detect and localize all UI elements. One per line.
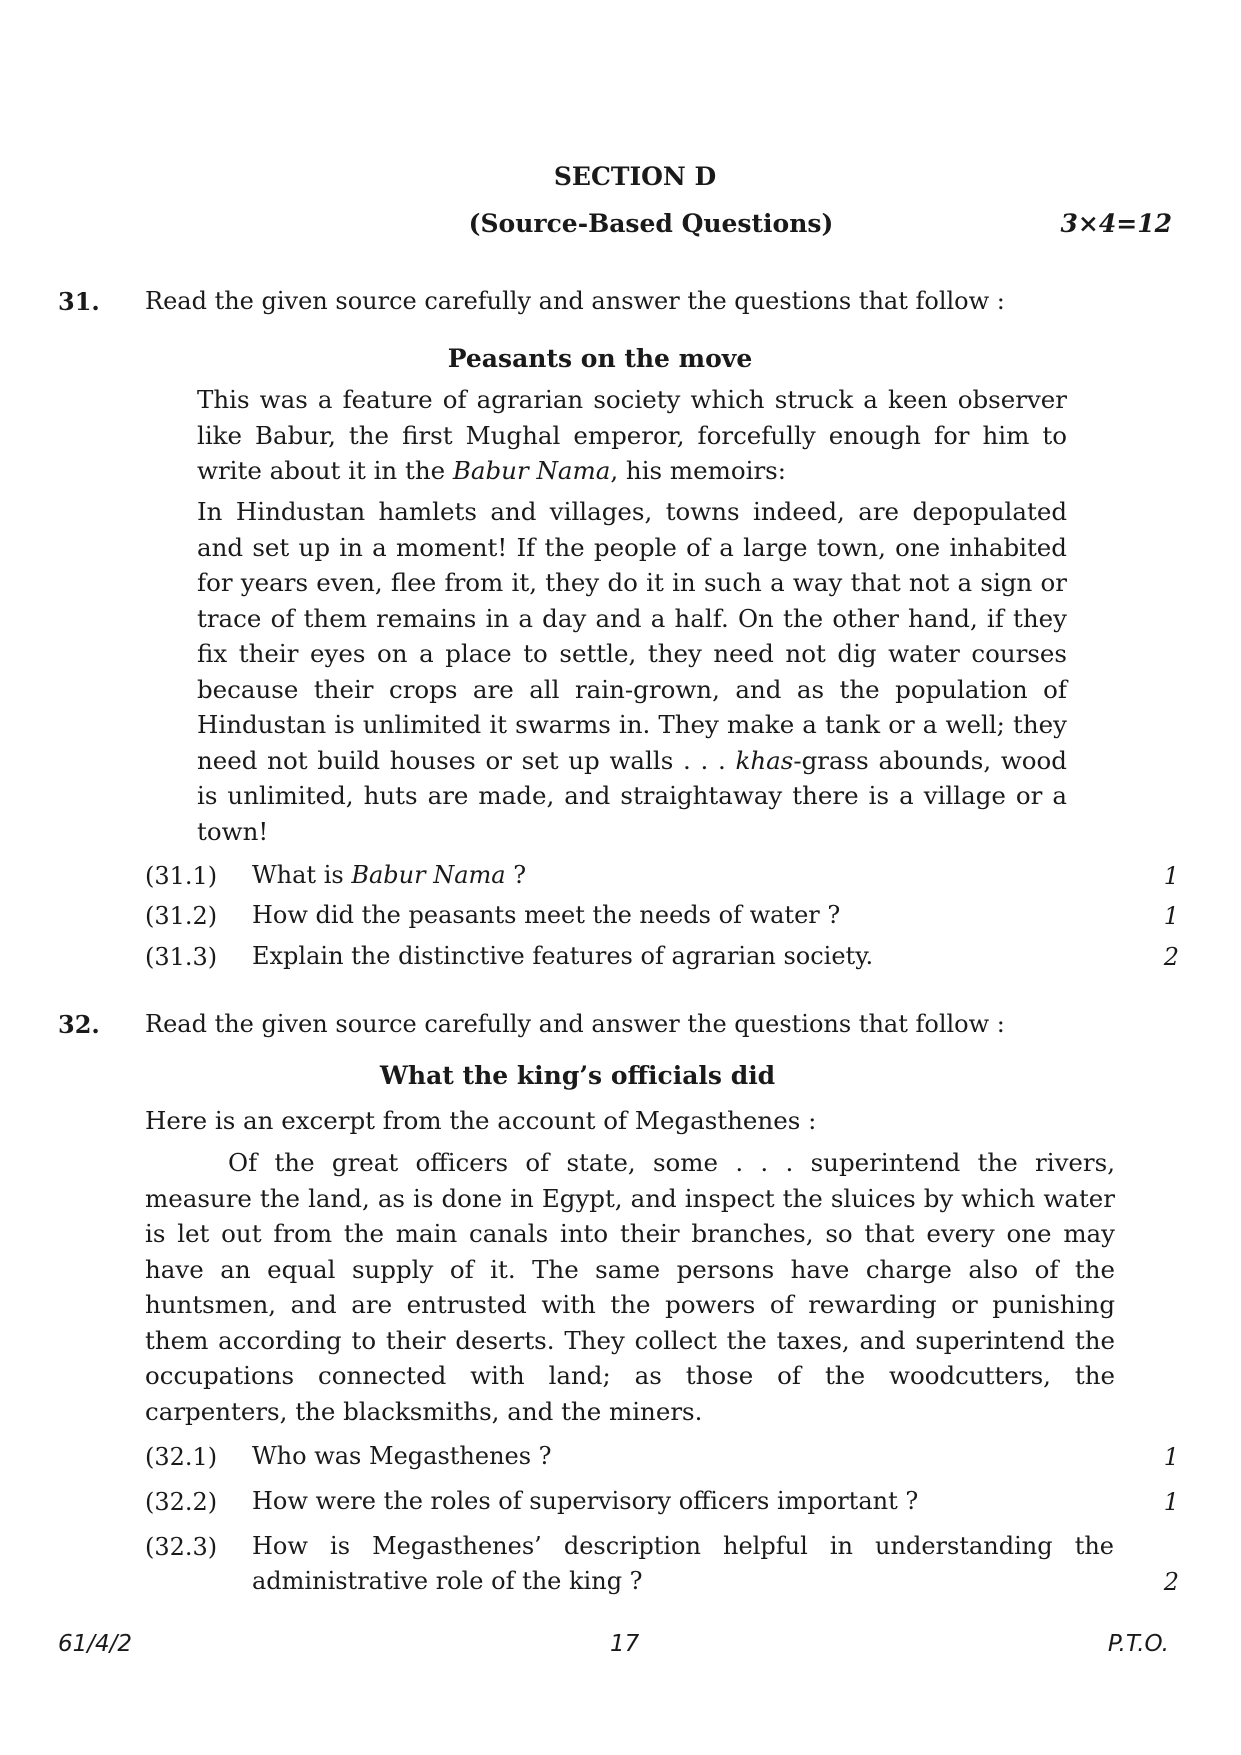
section-title: SECTION D <box>553 162 717 191</box>
subquestion-mark: 1 <box>1163 862 1179 890</box>
source-quote: In Hindustan hamlets and villages, towns indeed, are depopulated and set up in a moment! If the people of a large town, one inhabited for years even, flee from it, they do it in such a way that not a sign or trace of them remains in a day and a half. On the other hand, if they fix their eyes on a place to settle, they need not dig water courses because their crops are all rain-grown, and as the population of Hindustan is unlimited it swarms in. They make a tank or a well; they need not build houses or set up walls . . . khas-grass abounds, wood is unlimited, huts are made, and straightaway there is a village or a town! <box>197 497 1067 846</box>
subquestion-mark: 1 <box>1163 902 1179 930</box>
subquestion-number: (32.1) <box>145 1443 218 1471</box>
subquestion-text: Explain the distinctive features of agrarian society. <box>252 942 874 970</box>
subquestion-text: How were the roles of supervisory officers important ? <box>252 1487 919 1515</box>
subquestion-number: (31.3) <box>145 943 218 971</box>
subquestion-mark: 2 <box>1163 1568 1179 1596</box>
question-instruction: Read the given source carefully and answer the questions that follow : <box>145 1010 1005 1038</box>
subquestion-number: (31.2) <box>145 902 218 930</box>
question-number: 32. <box>58 1010 100 1039</box>
page-number: 17 <box>610 1631 640 1657</box>
subquestion-mark: 1 <box>1163 1443 1179 1471</box>
question-instruction: Read the given source carefully and answer the questions that follow : <box>145 287 1005 315</box>
question-number: 31. <box>58 287 100 316</box>
source-heading: What the king’s officials did <box>379 1061 776 1090</box>
subquestion-text: How is Megasthenes’ description helpful in understanding the administrative role of the king ? <box>252 1532 1114 1595</box>
subquestion-text: What is Babur Nama ? <box>252 861 527 889</box>
subquestion-text: Who was Megasthenes ? <box>252 1442 552 1470</box>
section-marks: 3×4=12 <box>1060 209 1172 238</box>
subquestion-number: (32.3) <box>145 1533 218 1561</box>
subquestion-text: How did the peasants meet the needs of water ? <box>252 901 841 929</box>
subquestion-mark: 2 <box>1163 943 1179 971</box>
source-heading: Peasants on the move <box>447 344 753 373</box>
subquestion-mark: 1 <box>1163 1488 1179 1516</box>
subquestion-number: (31.1) <box>145 862 218 890</box>
source-intro: Here is an excerpt from the account of Megasthenes : <box>145 1106 817 1135</box>
subquestion-number: (32.2) <box>145 1488 218 1516</box>
section-subtitle: (Source-Based Questions) <box>468 209 834 238</box>
source-intro: This was a feature of agrarian society which struck a keen observer like Babur, the first Mughal emperor, forcefully enough for him to write about it in the Babur Nama, his memoirs: <box>197 385 1067 485</box>
source-quote: Of the great officers of state, some . . . superintend the rivers, measure the land, as is done in Egypt, and inspect the sluices by which water is let out from the main canals into their branches, so that every one may have an equal supply of it. The same persons have charge also of the huntsmen, and are entrusted with the powers of rewarding or punishing them according to their deserts. They collect the taxes, and superintend the occupations connected with land; as those of the woodcutters, the carpenters, the blacksmiths, and the miners. <box>145 1148 1115 1426</box>
pto-label: P.T.O. <box>1107 1631 1169 1657</box>
paper-code: 61/4/2 <box>58 1631 133 1657</box>
